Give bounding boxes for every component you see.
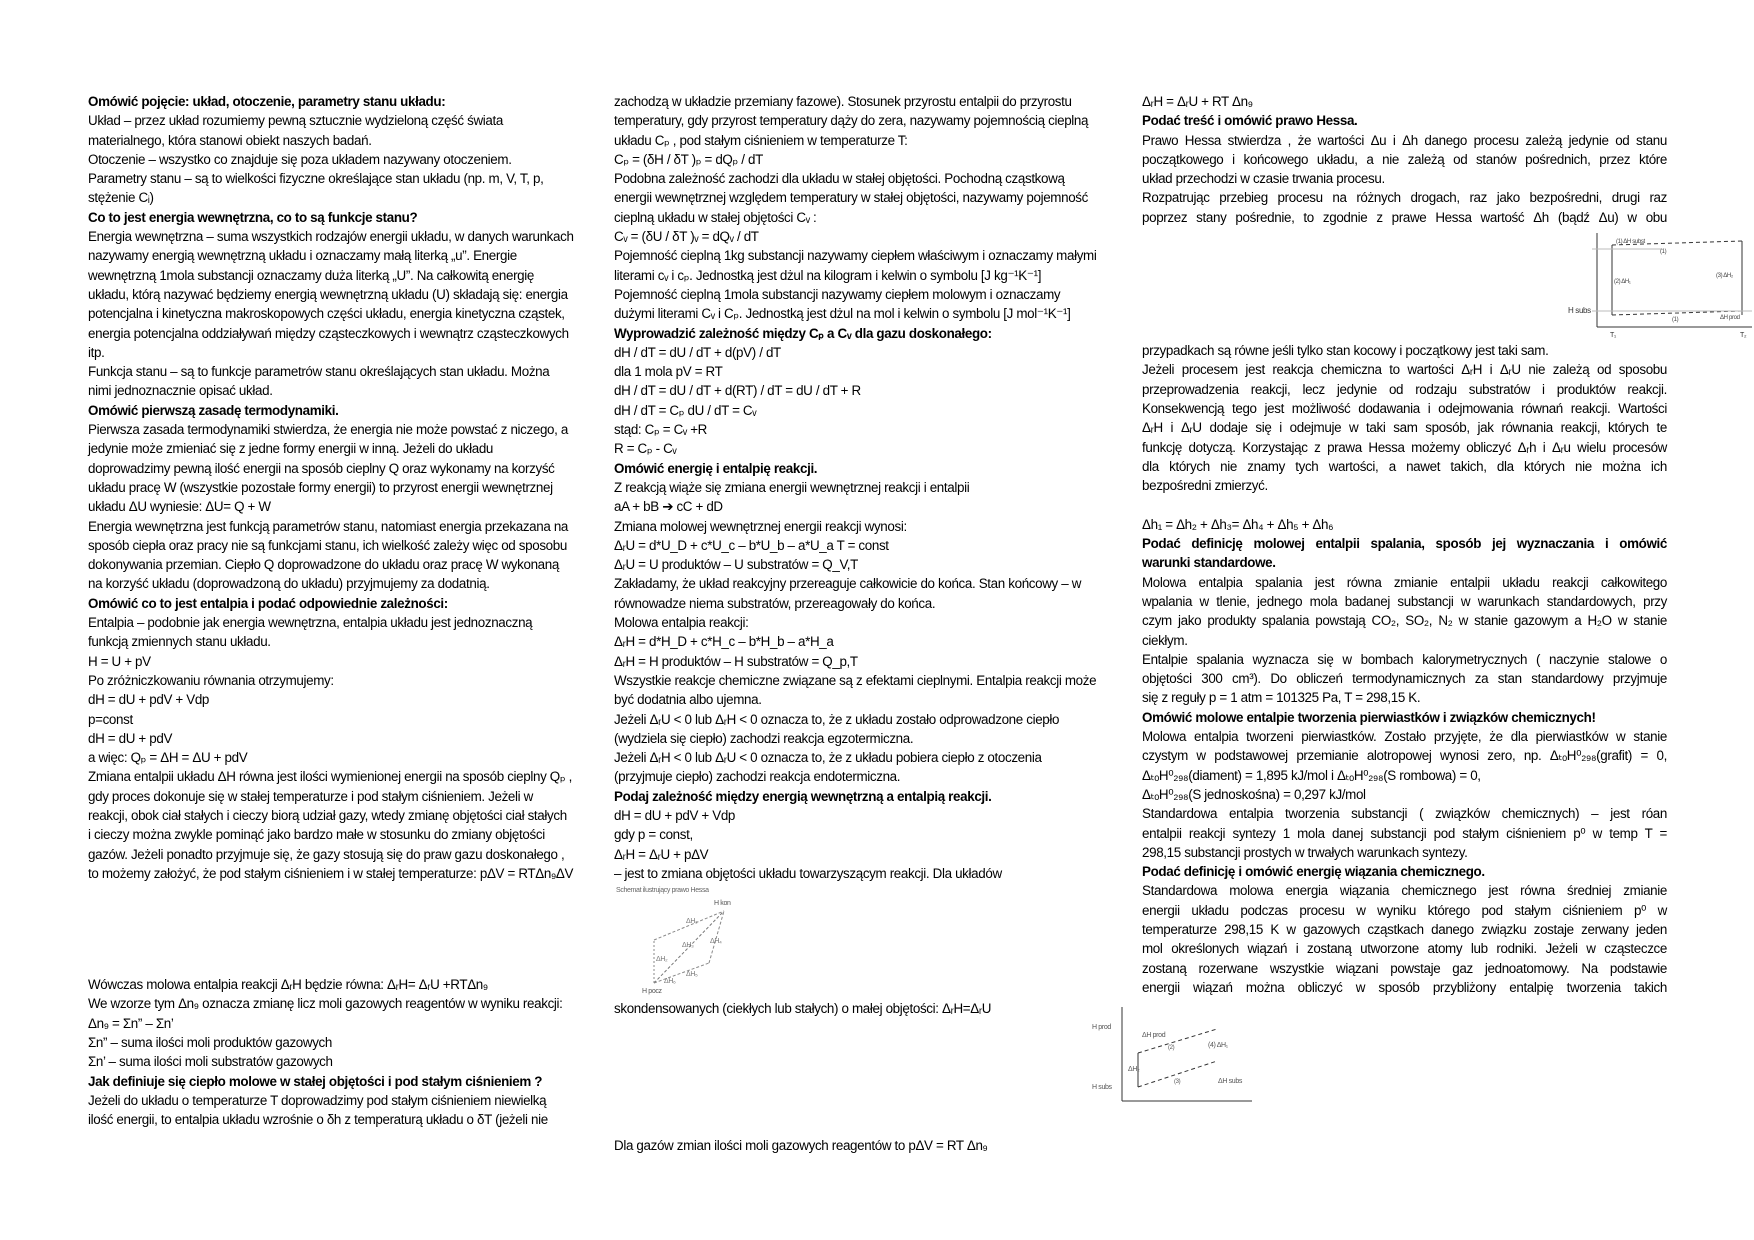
text-line: dla których nie znamy tych wartości, a nawet takich, dla których nie można ich	[1142, 458, 1667, 474]
svg-text:ΔH₂: ΔH₂	[1128, 1066, 1140, 1074]
temperature-enthalpy-diagram	[1092, 1001, 1392, 1111]
svg-text:(1): (1)	[1660, 249, 1667, 256]
text-line: przypadkach są równe jeśli tylko stan kocowy i początkowy jest taki sam.	[1142, 343, 1549, 359]
text-line: Σn” – suma ilości moli produktów gazowych	[88, 1035, 332, 1051]
svg-text:ΔH₅: ΔH₅	[686, 971, 698, 979]
text-line: stąd: Cₚ = Cᵥ +R	[614, 422, 707, 438]
text-line: gazów. Jeżeli ponadto przyjmuje się, że gazy stosują się do praw gazu doskonałego ,	[88, 846, 565, 862]
text-line: Cₚ = (δH / δT )ₚ = dQₚ / dT	[614, 151, 763, 167]
text-line: układu, którą nazywać będziemy energią wewnętrzną układu (U) składają się: energia	[88, 286, 568, 302]
svg-text:(1) ΔH subst: (1) ΔH subst	[1616, 239, 1645, 246]
text-line: R = Cₚ - Cᵥ	[614, 441, 677, 457]
text-line: układu pracę W (wszystkie pozostałe formy energii) to przyrost energii wewnętrznej	[88, 479, 553, 495]
svg-text:ΔH₆: ΔH₆	[664, 978, 676, 986]
text-line: zachodzą w układzie przemiany fazowe). Stosunek przyrostu entalpii do przyrostu	[614, 94, 1072, 109]
section-heading: Podać treść i omówić prawo Hessa.	[1142, 113, 1358, 129]
text-line: Σn’ – suma ilości moli substratów gazowych	[88, 1054, 333, 1070]
hess-diagram-image	[614, 883, 814, 999]
text-line: Parametry stanu – są to wielkości fizyczne określające stan układu (np. m, V, T, p,	[88, 171, 544, 187]
section-heading: Omówić energię i entalpię reakcji.	[614, 460, 818, 476]
text-line: Konsekwencją tego jest możliwość dodawania i odejmowania równań reakcji. Wartości	[1142, 400, 1667, 416]
text-line: materialnego, która stanowi obiekt naszych badań.	[88, 132, 372, 148]
text-line: dokonywania przemian. Ciepło Q doprowadzone do układu oraz pracę W wykonaną	[88, 557, 559, 573]
text-line: Energia wewnętrzna – suma wszystkich rodzajów energii układu, w danych warunkach	[88, 229, 574, 245]
text-line: się z reguły p = 1 atm = 101325 Pa, T = 298,15 K.	[1142, 690, 1421, 706]
svg-text:H subs: H subs	[1092, 1084, 1112, 1092]
text-line: Entalpia – podobnie jak energia wewnętrzna, entalpia układu jest jednoznaczną	[88, 615, 533, 631]
text-line: i cieczy można zwykle pominąć jako bardzo małe w stosunku do zmiany objętości	[88, 827, 545, 843]
text-line: We wzorze tym Δn₉ oznacza zmianę licz moli gazowych reagentów w wyniku reakcji:	[88, 996, 563, 1012]
text-line: układ przechodzi w czasie trwania procesu.	[1142, 171, 1385, 187]
svg-text:T₂: T₂	[1740, 332, 1747, 340]
text-line: gdy proces dokonuje się w stałej temperaturze i pod stałym ciśnieniem. Jeżeli w	[88, 788, 533, 804]
text-line: H = U + pV	[88, 653, 151, 669]
text-line: Jeżeli ΔᵣU < 0 lub ΔᵣH < 0 oznacza to, że z układu zostało odprowadzone ciepło	[614, 711, 1060, 727]
text-line: stężenie Cᵢ)	[88, 190, 154, 206]
text-line: Molowa entalpia spalania jest równa zmianie entalpii układu reakcji całkowitego	[1142, 574, 1667, 590]
text-line: wpalania w tlenie, jednego mola badanej substancji w warunkach standardowych, przy	[1142, 593, 1667, 609]
svg-text:(1): (1)	[1672, 317, 1679, 324]
column-1-bottom-text	[88, 975, 613, 1129]
text-line: przeprowadzenia reakcji, lecz jedynie od rodzaju substratów i produktów reakcji.	[1142, 381, 1667, 397]
text-line: Pierwsza zasada termodynamiki stwierdza, że energia nie może powstać z niczego, a	[88, 422, 568, 438]
text-line: Δh₁ = Δh₂ + Δh₃= Δh₄ + Δh₅ + Δh₆	[1142, 516, 1334, 532]
text-line: Zmiana entalpii układu ΔH równa jest ilości wymienionej energii na sposób cieplny Qₚ ,	[88, 769, 573, 785]
text-line: wewnętrzną 1mola substancji oznaczamy duża literką „U”. Na całkowitą energię	[88, 267, 535, 283]
text-line: Po zróżniczkowaniu równania otrzymujemy:	[88, 672, 334, 688]
text-line: doprowadzimy pewną ilość energii na sposób cieplny Q oraz wykonamy na korzyść	[88, 460, 555, 476]
text-line: ciekłym.	[1142, 632, 1188, 648]
column-3-main-text	[1142, 341, 1667, 997]
text-line: ΔₜₒH⁰₂₉₈(diament) = 1,895 kJ/mol i ΔₜₒH⁰₂₉₈(S rombowa) = 0,	[1142, 767, 1481, 783]
column-3-top-text	[1142, 92, 1667, 227]
text-line: literami cᵥ i cₚ. Jednostką jest dżul na kilogram i kelwin o symbolu [J kg⁻¹K⁻¹]	[614, 267, 1042, 283]
text-line: energii wiązań można obliczyć w sposób przybliżony entalpię tworzenia takich	[1142, 979, 1667, 995]
text-line: Energia wewnętrzna jest funkcją parametrów stanu, natomiast energia przekazana na	[88, 518, 569, 534]
text-line: na korzyść układu (doprowadzoną do układu) przyjmujemy za dodatnią.	[88, 576, 490, 592]
text-line: ΔᵣU = d*U_D + c*U_c – b*U_b – a*U_a T = const	[614, 537, 889, 553]
text-line: Pojemność cieplną 1mola substancji nazywamy ciepłem molowym i oznaczamy	[614, 286, 1061, 302]
text-line: reakcji, obok ciał stałych i cieczy biorą udział gazy, wtedy zmianę objętości ciał stałych	[88, 807, 567, 823]
text-line: Rozpatrując przebieg procesu na różnych drogach, raz jako bezpośredni, drugi raz	[1142, 190, 1667, 206]
column-1-top-text	[88, 92, 613, 883]
text-line: ΔᵣH = ΔᵣU + RT Δn₉	[1142, 94, 1253, 109]
text-line: układu Cₚ , pod stałym ciśnieniem w temperaturze T:	[614, 132, 908, 148]
svg-text:ΔH₂: ΔH₂	[656, 956, 668, 964]
text-line: dużymi literami Cᵥ i Cₚ. Jednostką jest dżul na mol i kelwin o symbolu [J mol⁻¹K⁻¹]	[614, 306, 1071, 322]
text-line: równowadze niema substratów, przereagowały do końca.	[614, 595, 936, 611]
text-line: Zakładamy, że układ reakcyjny przereaguje całkowicie do końca. Stan końcowy – w	[614, 576, 1082, 592]
text-line: (wydziela się ciepło) zachodzi reakcja egzotermiczna.	[614, 730, 914, 746]
svg-text:ΔH₁: ΔH₁	[686, 918, 698, 926]
hess-path-chart	[1142, 227, 1747, 341]
svg-text:ΔH prod: ΔH prod	[1142, 1032, 1166, 1040]
section-heading: Omówić co to jest entalpia i podać odpowiednie zależności:	[88, 595, 448, 611]
text-line: Układ – przez układ rozumiemy pewną sztucznie wydzieloną część świata	[88, 113, 503, 129]
text-line: czym jako produkty spalania powstają CO₂, SO₂, N₂ w stanie gazowym a H₂O w stanie	[1142, 613, 1667, 629]
text-line: dla 1 mola pV = RT	[614, 364, 723, 380]
section-heading: Podać definicję molowej entalpii spalania, sposób jej wyznaczania i omówić	[1142, 536, 1667, 552]
text-line: entalpii reakcji syntezy 1 mola danej substancji pod stałym ciśnieniem p⁰ w temp T =	[1142, 825, 1667, 841]
text-line: poprzez stany pośrednie, to zgodnie z prawe Hessa wartość Δh (bądź Δu) w obu	[1142, 209, 1667, 225]
text-line: dH / dT = dU / dT + d(RT) / dT = dU / dT + R	[614, 383, 861, 399]
text-line: itp.	[88, 344, 105, 360]
section-heading: Omówić pojęcie: układ, otoczenie, parametry stanu układu:	[88, 94, 446, 109]
text-line: dH = dU + pdV	[88, 730, 173, 746]
svg-text:(3): (3)	[1174, 1079, 1181, 1086]
svg-text:ΔH subs: ΔH subs	[1218, 1078, 1243, 1086]
svg-text:ΔH₄: ΔH₄	[710, 938, 722, 946]
text-line: aA + bB ➔ cC + dD	[614, 499, 723, 515]
text-line: ilość energii, to entalpia układu wzrośnie o δh z temperaturą układu o δT (jeżeli nie	[88, 1112, 548, 1128]
svg-text:(2) ΔH₁: (2) ΔH₁	[1614, 279, 1631, 286]
section-heading: warunki standardowe.	[1142, 555, 1276, 571]
column-2-text	[614, 92, 1144, 883]
text-line: Otoczenie – wszystko co znajduje się poza układem nazywany otoczeniem.	[88, 151, 512, 167]
kirchhoff-chart	[1092, 997, 1667, 1107]
text-line: temperatury, gdy przyrost temperatury dąży do zera, nazywamy pojemnością cieplną	[614, 113, 1089, 129]
text-line: sposób ciepła oraz pracy nie są funkcjami stanu, ich wielkość zależy więc od sposobu	[88, 537, 567, 553]
svg-text:H pocz: H pocz	[642, 988, 662, 996]
text-line: funkcję dotyczą. Korzystając z prawa Hessa możemy obliczyć Δᵣh i Δᵣu wielu procesów	[1142, 439, 1667, 455]
svg-text:(4) ΔH₁: (4) ΔH₁	[1208, 1042, 1228, 1050]
text-line: ΔᵣH = H produktów – H substratów = Q_p,T	[614, 653, 858, 669]
text-line	[1142, 495, 1667, 514]
text-line: Standardowa entalpia tworzenia substancji ( związków chemicznych) – jest róan	[1142, 806, 1667, 822]
text-line: Standardowa molowa energia wiązania chemicznego jest równa średniej zmianie	[1142, 883, 1667, 899]
text-line: nimi jednoznacznie opisać układ.	[88, 383, 273, 399]
text-line: ΔᵣU = U produktów – U substratów = Q_V,T	[614, 557, 859, 573]
text-line: nazywamy energią wewnętrzną układu i oznaczamy małą literką „u”. Energie	[88, 248, 517, 264]
section-heading: Podać definicję i omówić energię wiązania chemicznego.	[1142, 864, 1485, 880]
after-figure-line: skondensowanych (ciekłych lub stałych) o małej objętości: ΔᵣH=ΔᵣU	[614, 1001, 992, 1017]
text-line: to możemy założyć, że pod stałym ciśnieniem i w stałej temperaturze: pΔV = RTΔn₉ΔV	[88, 865, 574, 881]
text-line: a więc: Qₚ = ΔH = ΔU + pdV	[88, 750, 248, 766]
column-2	[614, 92, 1144, 1156]
text-line: p=const	[88, 711, 133, 727]
text-line: być dodatnia albo ujemna.	[614, 692, 762, 708]
text-line: ΔᵣH = ΔᵣU + pΔV	[614, 846, 709, 862]
text-line: początkowego i końcowego układu, a nie zależą od stanów pośrednich, przez które	[1142, 151, 1667, 167]
section-heading: Omówić molowe entalpie tworzenia pierwiastków i związków chemicznych!	[1142, 709, 1596, 725]
text-line: temperaturze 298,15 K w gazowych cząstkach danego związku zostaje zerwany jeden	[1142, 921, 1667, 937]
svg-text:T₁: T₁	[1610, 332, 1616, 340]
enthalpy-path-diagram	[1142, 227, 1747, 341]
hess-figure-caption: Schemat ilustrujący prawo Hessa	[616, 887, 709, 895]
text-line: Prawo Hessa stwierdza , że wartości Δu i Δh danego procesu zależą jedynie od stanu	[1142, 132, 1667, 148]
text-line: Jeżeli do układu o temperaturze T doprowadzimy pod stałym ciśnieniem niewielką	[88, 1092, 547, 1108]
text-line: Pojemność cieplną 1kg substancji nazywamy ciepłem właściwym i oznaczamy małymi	[614, 248, 1097, 264]
text-line: mol określonych wiązań i zostaną utworzone atomy lub rodniki. Jeżeli w cząsteczce	[1142, 941, 1667, 957]
svg-text:ΔH prod: ΔH prod	[1720, 315, 1740, 322]
hess-figure	[614, 883, 1144, 999]
section-heading: Co to jest energia wewnętrzna, co to są funkcje stanu?	[88, 209, 418, 225]
text-line: – jest to zmiana objętości układu towarzyszącym reakcji. Dla układów	[614, 865, 1002, 881]
svg-text:H prod: H prod	[1092, 1024, 1111, 1032]
svg-text:(2): (2)	[1168, 1045, 1175, 1052]
text-line: ΔᵣH = d*H_D + c*H_c – b*H_b – a*H_a	[614, 634, 834, 650]
section-heading: Wyprowadzić zależność między Cₚ a Cᵥ dla gazu doskonałego:	[614, 325, 992, 341]
text-line: czystym w podstawowej przemianie alotropowej wynosi zero, np. ΔₜₒH⁰₂₉₈(grafit) = 0,	[1142, 748, 1667, 764]
text-line: ΔₜₒH⁰₂₉₈(S jednoskośna) = 0,297 kJ/mol	[1142, 786, 1366, 802]
text-line: bezpośredni zmierzyć.	[1142, 478, 1268, 494]
text-line: Wszystkie reakcje chemiczne związane są z efektami cieplnymi. Entalpia reakcji może	[614, 672, 1097, 688]
text-line: potencjalna i kinetyczna makroskopowych części układu, energia kinetyczna cząstek,	[88, 306, 565, 322]
text-line: energia potencjalna oddziaływań między cząsteczkowych i wewnątrz cząsteczkowych	[88, 325, 569, 341]
text-line: Jeżeli procesem jest reakcja chemiczna to wartości ΔᵣH i ΔᵣU nie zależą od sposobu	[1142, 362, 1667, 378]
text-line: układu ΔU wyniesie: ΔU= Q + W	[88, 499, 271, 515]
svg-text:(3) ΔH₂: (3) ΔH₂	[1716, 273, 1733, 280]
text-line: gdy p = const,	[614, 827, 693, 843]
text-line: dH / dT = Cₚ dU / dT = Cᵥ	[614, 402, 757, 418]
text-line: Wówczas molowa entalpia reakcji ΔᵣH będzie równa: ΔᵣH= ΔᵣU +RTΔn₉	[88, 977, 488, 993]
text-line: Funkcja stanu – są to funkcje parametrów stanu określających stan układu. Można	[88, 364, 550, 380]
text-line: (przyjmuje ciepło) zachodzi reakcja endotermiczna.	[614, 769, 901, 785]
text-line: Cᵥ = (δU / δT )ᵥ = dQᵥ / dT	[614, 229, 759, 245]
last-line: Dla gazów zmian ilości moli gazowych reagentów to pΔV = RT Δn₉	[614, 1138, 988, 1154]
svg-text:ΔH₃: ΔH₃	[682, 942, 694, 950]
column-1	[88, 92, 613, 1130]
text-line: Molowa entalpia tworzeni pierwiastków. Zostało przyjęte, że dla pierwiastków w stanie	[1142, 729, 1667, 745]
text-line: energii wewnętrznej względem temperatury w stałej objętości, nazywamy pojemność	[614, 190, 1088, 206]
svg-text:H kon: H kon	[714, 900, 731, 908]
text-line: ΔᵣH i ΔᵣU dodaje się i odejmuje w taki sam sposób, jak równania reakcji, których te	[1142, 420, 1667, 436]
text-line: 298,15 substancji prostych w trwałych warunkach syntezy.	[1142, 844, 1468, 860]
text-line: zostaną rozerwane wszystkie wiązani powstaje gaz jednoatomowy. Na podstawie	[1142, 960, 1667, 976]
text-line: Zmiana molowej wewnętrznej energii reakcji wynosi:	[614, 518, 907, 534]
text-line: Δn₉ = Σn” – Σn’	[88, 1015, 174, 1031]
text-line: funkcją zmiennych stanu układu.	[88, 634, 271, 650]
column-1-spacer	[88, 883, 613, 975]
text-line: Z reakcją wiąże się zmiana energii wewnętrznej reakcji i entalpii	[614, 479, 970, 495]
text-line: energii układu podczas procesu w wyniku którego pod stałym ciśnieniem p⁰ w	[1142, 902, 1667, 918]
text-line: cieplną układu w stałej objętości Cᵥ :	[614, 209, 817, 225]
text-line: dH / dT = dU / dT + d(pV) / dT	[614, 344, 781, 360]
text-line: Entalpie spalania wyznacza się w bombach kalorymetrycznych ( naczynie stalowe o	[1142, 651, 1667, 667]
svg-text:H subs: H subs	[1568, 306, 1591, 316]
text-line: Podobna zależność zachodzi dla układu w stałej objętości. Pochodną cząstkową	[614, 171, 1065, 187]
text-line: jedynie może zmieniać się z jedne formy energii w inną. Jeżeli do układu	[88, 441, 494, 457]
section-heading: Podaj zależność między energią wewnętrzną a entalpią reakcji.	[614, 788, 992, 804]
section-heading: Omówić pierwszą zasadę termodynamiki.	[88, 402, 339, 418]
text-line: dH = dU + pdV + Vdp	[614, 807, 736, 823]
text-line: dH = dU + pdV + Vdp	[88, 692, 210, 708]
column-3	[1092, 92, 1747, 1107]
text-line: Jeżeli ΔᵣH < 0 lub ΔᵣU < 0 oznacza to, że z układu pobiera ciepło z otoczenia	[614, 750, 1042, 766]
text-line: objętości 300 cm³). Do obliczeń termodynamicznych za stan standardowy przyjmuje	[1142, 671, 1667, 687]
section-heading: Jak definiuje się ciepło molowe w stałej objętości i pod stałym ciśnieniem ?	[88, 1073, 543, 1089]
text-line: Molowa entalpia reakcji:	[614, 615, 749, 631]
